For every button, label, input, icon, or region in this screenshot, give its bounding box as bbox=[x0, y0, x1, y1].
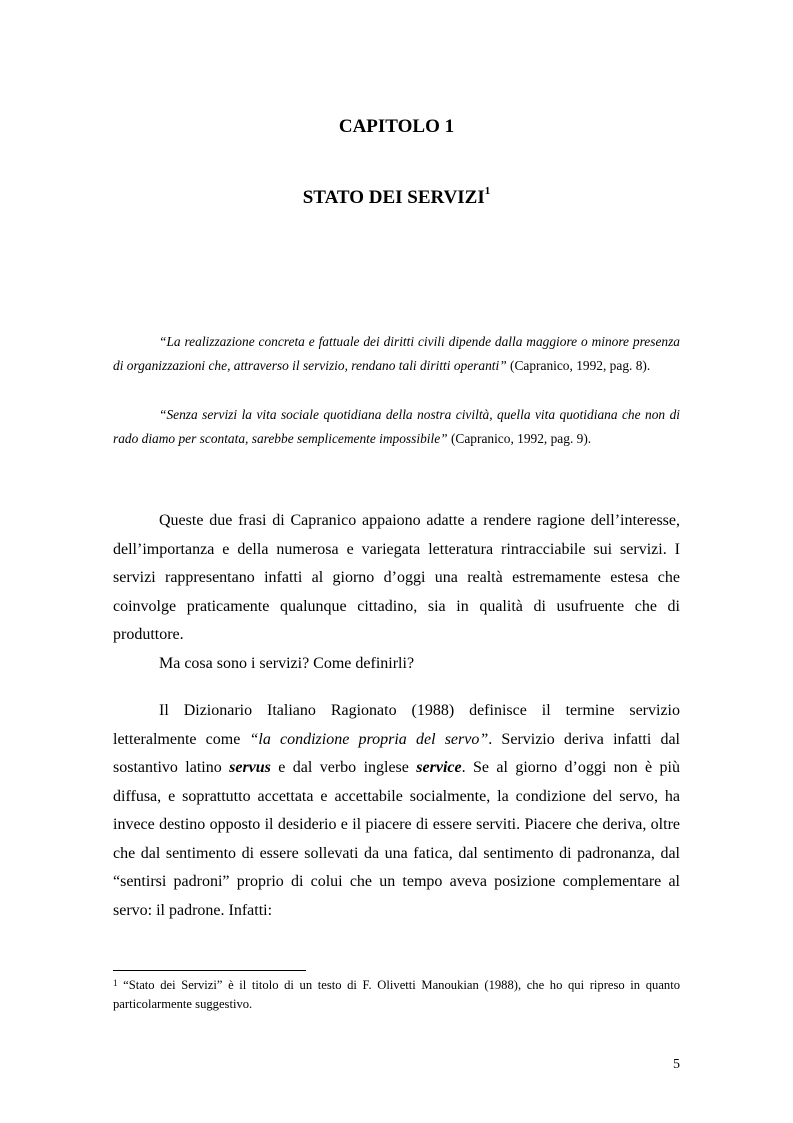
epigraph-quote-2-citation: (Capranico, 1992, pag. 9). bbox=[447, 431, 592, 446]
footnote bbox=[113, 976, 680, 1014]
footnote-ref[interactable]: 1 bbox=[484, 185, 491, 197]
epigraph-quote-2-text: “Senza servizi la vita sociale quotidiana della nostra civiltà, quella vita quotidiana che non di rado diamo per scontata, sarebbe semplicemente impossibile” bbox=[113, 407, 680, 446]
paragraph-1 bbox=[113, 507, 680, 650]
latin-term: servus bbox=[229, 759, 271, 776]
paragraph-3-part1: Il Dizionario Italiano Ragionato (1988) definisce il termine servizio letteralmente come bbox=[113, 702, 680, 748]
body-block-1 bbox=[113, 507, 680, 678]
english-term: service bbox=[416, 759, 462, 776]
paragraph-3-part2: . Servizio deriva infatti dal sostantivo latino bbox=[113, 730, 681, 776]
footnote-mark: 1 bbox=[113, 978, 118, 988]
paragraph-2-text: Ma cosa sono i servizi? Come definirli? bbox=[159, 654, 415, 672]
paragraph-1-text: Queste due frasi di Capranico appaiono adatte a rendere ragione dell’interesse, dell’importanza e della numerosa e variegata letteratura rintracciabile sui servizi. I servizi rappresentano infatti al giorno d’oggi una realtà estremamente estesa che coinvolge praticamente qualunque cittadino, sia in qualità di usufruente che di produttore. bbox=[113, 512, 680, 643]
epigraph-quote-1-citation: (Capranico, 1992, pag. 8). bbox=[506, 358, 651, 373]
epigraph-quote-1-text: “La realizzazione concreta e fattuale dei diritti civili dipende dalla maggiore o minore presenza di organizzazioni che, attraverso il servizio, rendano tali diritti operanti” bbox=[113, 334, 680, 373]
paragraph-3 bbox=[113, 697, 680, 925]
paragraph-3-part3: e dal verbo inglese bbox=[270, 759, 417, 776]
footnote-separator bbox=[113, 970, 306, 971]
chapter-title bbox=[0, 187, 793, 209]
epigraph-quote-1 bbox=[113, 330, 680, 378]
page-number: 5 bbox=[673, 1057, 680, 1072]
chapter-label: CAPITOLO 1 bbox=[338, 116, 455, 137]
epigraph-quote-2 bbox=[113, 403, 680, 451]
dictionary-definition: “la condizione propria del servo” bbox=[249, 730, 489, 748]
chapter-title-text: STATO DEI SERVIZI bbox=[302, 187, 485, 208]
paragraph-2 bbox=[113, 650, 680, 679]
body-block-2 bbox=[113, 697, 680, 925]
paragraph-3-part4: . Se al giorno d’oggi non è più diffusa, e soprattutto accettata e accettabile socialmente, la condizione del servo, ha invece destino opposto il desiderio e il piacere di essere serviti. Piacere che deriva, oltre che dal sentimento di essere sollevati da una fatica, dal sentimento di padronanza, dal “sentirsi padroni” proprio di colui che un tempo aveva posizione complementare al servo: il padrone. Infatti: bbox=[113, 759, 681, 919]
footnote-text: “Stato dei Servizi” è il titolo di un testo di F. Olivetti Manoukian (1988), che ho qui ripreso in quanto particolarmente suggestivo. bbox=[113, 978, 680, 1011]
